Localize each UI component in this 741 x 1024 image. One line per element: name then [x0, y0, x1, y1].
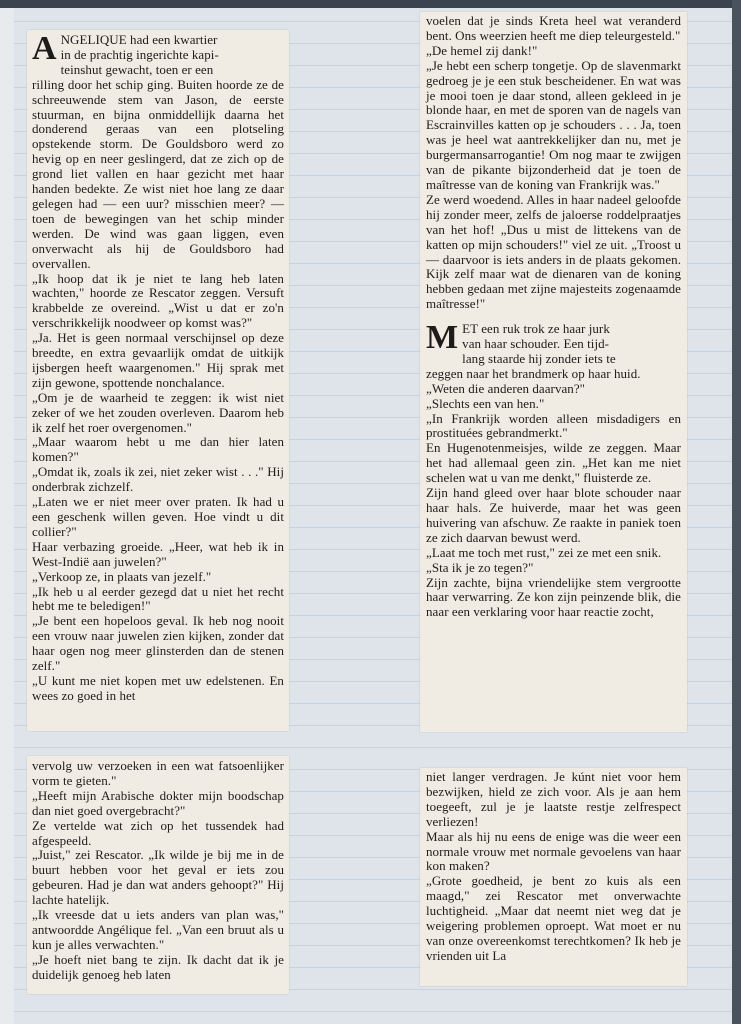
newspaper-clipping-left-bottom [27, 756, 289, 994]
notebook-margin [0, 0, 14, 1024]
clipping-text [32, 30, 284, 704]
clipping-body: NGELIQUE had een kwartier in de prachtig ingerichte kapi- teinshut gewacht, toen er een rilling door het schip ging. Buiten hoorde ze de schreeuwende stem van Jason, de eerste stuurman, en bijna onmiddellijk daarna het donderend geraas van een plotseling opstekende storm. De Gouldsboro werd zo hevig op en neer geslingerd, dat ze zich op de grond liet vallen en haar gezicht met haar handen bedekte. Ze wist niet hoe lang ze daar gelegen had — een uur? misschien meer? — toen de bewegingen van het schip minder werden. De wind was gaan liggen, even onverwacht als hij de Gouldsboro had overvallen. „Ik hoop dat ik je niet te lang heb laten wachten," hoorde ze Rescator zeggen. Versuft krabbelde ze overeind. „Wist u dat er zo'n verschrikkelijk noodweer op komst was?" „Ja. Het is geen normaal verschijnsel op deze breedte, en extra gevaarlijk omdat de uitkijk ijsbergen heeft waargenomen." Hij sprak met zijn gewone, spottende nonchalance. „Om je de waarheid te zeggen: ik wist niet zeker of we het zouden overleven. Daarom heb ik zelf het roer overgenomen." „Maar waarom hebt u me dan hier laten komen?" „Omdat ik, zoals ik zei, niet zeker wist . . ." Hij onderbrak zichzelf. „Laten we er niet meer over praten. Ik had u een geschenk willen geven. Hoe vindt u dit collier?" Haar verbazing groeide. „Heer, wat heb ik in West-Indië aan juwelen?" „Verkoop ze, in plaats van jezelf." „Ik heb u al eerder gezegd dat u niet het recht hebt me te beledigen!" „Je bent een hopeloos geval. Ik heb nog nooit een vrouw naar juwelen zien kijken, zonder dat haar ogen nog meer glinsterden dan de stenen zelf." „U kunt me niet kopen met uw edelstenen. En wees zo goed in het [32, 32, 284, 703]
newspaper-clipping-left-top [27, 30, 289, 731]
drop-cap: M [426, 319, 459, 357]
page-top-edge [0, 0, 741, 8]
newspaper-clipping-right-bottom [420, 768, 687, 986]
drop-cap: A [32, 30, 57, 67]
clipping-text-top: voelen dat je sinds Kreta heel wat veranderd bent. Ons weerzien heeft me diep teleurgesteld." „De hemel zij dank!" „Je hebt een scherp tongetje. Op de slavenmarkt gedroeg je je een stuk bescheidener. En wat was je mooi toen je daar stond, alleen gekleed in je blonde haar, en met de sporen van de nagels van Escrainvilles katten op je schouders . . . Ja, toen was je heel wat aantrekkelijker dan nu, met je burgermansarrogantie! Om nog maar te zwijgen van de pikante bijzonderheid dat je toen de maîtresse van de koning van Frankrijk was." Ze werd woedend. Alles in haar nadeel geloofde hij zonder meer, zelfs de jaloerse roddelpraatjes van het hof! „Dus u mist de littekens van de katten op mijn schouders!" viel ze uit. „Troost u — daarvoor is iets anders in de plaats gekomen. Kijk zelf maar wat de dienaren van de koning hebben gedaan met zijne majesteits zogenaamde maîtresse!" [426, 13, 681, 312]
page-right-edge [732, 0, 741, 1024]
newspaper-clipping-right-top [420, 12, 687, 732]
clipping-body: ET een ruk trok ze haar jurk van haar schouder. Een tijd- lang staarde hij zonder iets te zeggen naar het brandmerk op haar huid. „Weten die anderen daarvan?" „Slechts een van hen." „In Frankrijk worden alleen misdadigers en prostituées gebrandmerkt." En Hugenotenmeisjes, wilde ze zeggen. Maar het had allemaal geen zin. „Het kan me niet schelen wat u van me denkt," fluisterde ze. Zijn hand gleed over haar blote schouder naar haar hals. Ze huiverde, maar het was geen huivering van afschuw. Ze raakte in paniek toen ze zich daarvan bewust werd. „Laat me toch met rust," zei ze met een snik. „Sta ik je zo tegen?" Zijn zachte, bijna vriendelijke stem vergrootte haar verwarring. Ze kon zijn peinzende blik, die naar een verklaring voor haar reactie zocht, [426, 321, 681, 620]
clipping-text-bottom [426, 319, 681, 620]
clipping-text: niet langer verdragen. Je kúnt niet voor hem bezwijken, hield ze zich voor. Als je aan hem toegeeft, zul je je laatste restje zelfrespect verliezen! Maar als hij nu eens de enige was die weer een normale vrouw met normale gevoelens van haar kon maken? „Grote goedheid, je bent zo kuis als een maagd," zei Rescator met onverwachte luchtigheid. „Maar dat neemt niet weg dat je weigering problemen oproept. Wat moet er nu van onze overeenkomst terechtkomen? Ik heb je vrienden uit La [426, 769, 681, 963]
clipping-text: vervolg uw verzoeken in een wat fatsoenlijker vorm te gieten." „Heeft mijn Arabische dokter mijn boodschap dan niet goed overgebracht?" Ze vertelde wat zich op het tussendek had afgespeeld. „Juist," zei Rescator. „Ik wilde je bij me in de buurt hebben voor het geval er iets zou gebeuren. Had je dan wat anders gehoopt?" Hij lachte hatelijk. „Ik vreesde dat u iets anders van plan was," antwoordde Angélique fel. „Van een bruut als u kun je alles verwachten." „Je hoeft niet bang te zijn. Ik dacht dat ik je duidelijk genoeg heb laten [32, 758, 284, 982]
